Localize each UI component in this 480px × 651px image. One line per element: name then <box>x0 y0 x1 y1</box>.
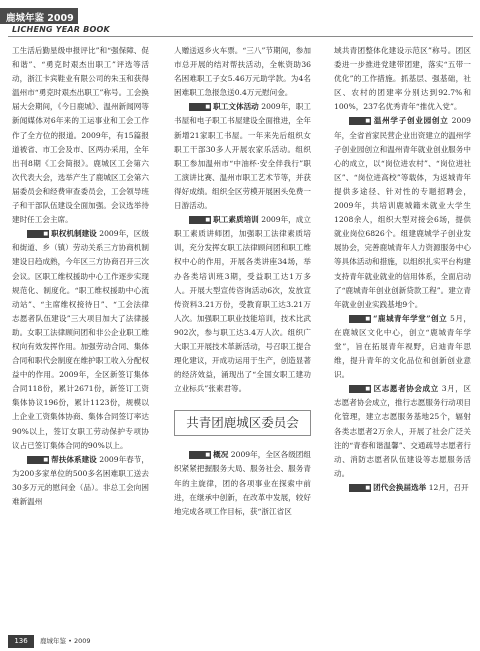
bullet-square-icon: ■ <box>27 230 49 238</box>
paragraph-text: 3月，区志愿者协会成立，推行志愿服务行动项目化管理，建立志愿服务基地25个，辐射各类志愿者2万余人，开展了社会广泛关注的“青春和谐温馨”、交通疏导志愿者行动、消防志愿者队伍建设等志愿服务活动。 <box>334 384 471 478</box>
bullet-square-icon: ■ <box>27 456 49 464</box>
article-paragraph <box>334 481 471 495</box>
paragraph-text: 2009年，职工书屋和电子职工书屋建设全面推进，全年新增21家职工书屋。一年来先后组织女职工干部30多人开展农家乐活动。组织职工参加温州市“中油杯·安全伴我行”职工演讲比赛、温州市职工艺术节等，并获得好成绩。组织全区劳模开展困头免费一日游活动。 <box>174 102 312 211</box>
bullet-square-icon: ■ <box>189 216 211 224</box>
bullet-square-icon: ■ <box>349 484 371 492</box>
article-paragraph <box>334 44 471 114</box>
section-heading: 共青团鹿城区委员会 <box>174 410 311 436</box>
yearbook-badge-text: 鹿城年鉴 2009 <box>6 13 74 24</box>
paragraph-text: 12月，召开 <box>428 482 469 492</box>
paragraph-keyword: 团代会换届选举 <box>373 482 427 492</box>
page-footer <box>0 633 480 651</box>
page-number: 136 <box>8 635 34 648</box>
page-header <box>0 0 480 48</box>
paragraph-keyword: 职工素质培训 <box>213 215 259 225</box>
paragraph-keyword: 区志愿者协会成立 <box>373 384 439 394</box>
article-paragraph <box>334 312 471 382</box>
bullet-square-icon: ■ <box>189 451 211 459</box>
bullet-square-icon: ■ <box>189 103 211 111</box>
paragraph-text: 2009年，区级和街道、乡（镇）劳动关系三方协商机制建设日趋成熟，今年区三方协商召开三次会议。区职工维权援助中心工作逐步实现规范化、制度化。“职工维权援助中心流动站”、“主席维权接待日”、“工会法律志愿者队伍建设”三大项目加大了法律援助。女职工法律顾问团和非公企业职工维权向有效发挥作用。加强劳动合同、集体合同和职代会制度在维护职工收入分配权益中的作用。2009年，全区新签订集体合同118份，累计2671份，新签订工资集体协议196份，累计1123份，规模以上企业工资集体协商、集体合同签订率达90%以上，签订女职工劳动保护专项协议占已签订集体合同的90%以上。 <box>12 229 150 450</box>
article-paragraph <box>334 114 471 311</box>
header-rule <box>8 36 473 37</box>
paragraph-text: 2009年春节，为200多家单位的500多名困难职工送去30多万元的慰问金（品）。非总工会向困难新温州 <box>12 454 150 506</box>
paragraph-keyword: 温州学子创业园创立 <box>373 116 449 126</box>
paragraph-keyword: “鹿城青年学堂”创立 <box>373 313 448 323</box>
footer-text: 鹿城年鉴 • 2009 <box>40 637 91 645</box>
paragraph-keyword: 职工文体活动 <box>213 102 259 112</box>
paragraph-text: 2009年，全区各级团组织紧紧把握服务大局、服务社会、服务青年的主旋律，团的各项事业在探索中前进，在继承中创新，在改革中发展，较好地完成各项工作目标，获“浙江省区 <box>174 450 312 516</box>
article-paragraph <box>174 448 311 518</box>
paragraph-text: 5月，在鹿城区文化中心，创立“鹿城青年学堂”，旨在拓展青年视野，启迪青年思维，提升青年的文化品位和创新创业意识。 <box>334 313 471 380</box>
paragraph-text: 工生活后勤星级申报评比”和“强保障、促和谐”、“勇克时艰杰出职工”评选等活动，浙江卡宾鞋业有限公司的朱玉和获得温州市“勇克时艰杰出职工”称号。工会换届大会期间，《今日鹿城》、温州新闻网等新闻媒体对6年来的工运事业和工会工作作了全方位的报道。2009年，有15篇报道被省、市工会及市、区两办采用，全年出刊8期《工会简报》。鹿城区工会第六次代表大会，选举产生了鹿城区工会第六届委员会和经费审查委员会，工会领导班子和干部队伍建设全面加强。会议选举待建时任工会主席。 <box>12 46 149 225</box>
article-paragraph <box>174 44 311 100</box>
paragraph-keyword: 概况 <box>213 450 229 460</box>
paragraph-text: 2009年，全省首家民营企业出资建立的温州学子创业园创立和温州青年就业创业服务中心的成立，以“岗位进农村”、“岗位进社区”、“岗位进高校”等载体，为返城青年提供多途径、针对性的专题招聘会，2009年，共培训鹿城籍未就业大学生1208余人，组织大型对接会6场，提供就业岗位6826个。组建鹿城学子创业发展协会，完善鹿城青年人力资源服务中心等具体活动和措施，以组织扎实平台构建支持青年就业就业的信用体系，全面启动了“鹿城青年创业创新贷款工程”。建立青年就业创业实践基地9个。 <box>334 116 471 309</box>
yearbook-subtitle: LICHENG YEAR BOOK <box>12 25 110 34</box>
bullet-square-icon: ■ <box>349 385 371 393</box>
article-paragraph <box>12 453 149 509</box>
paragraph-text: 2009年，成立职工素质讲师团，加强职工法律素质培训，充分发挥女职工法律顾问团和职工维权中心的作用，开展各类讲座34场，举办各类培训班3期，受益职工达1万多人。开展大型宣传咨询活动6次，发放宣传资料3.21万份，受教育职工达3.21万人次。加强职工职业技能培训，技术比武902次，参与职工达3.4万人次。组织广大职工开展技术革新活动，号召职工提合理化建议，开成功运用于生产，创造显著的经济效益，涌现出了“全国女职工建功立业标兵”张素君等。 <box>174 215 312 394</box>
paragraph-text: 域共青团整体化建设示范区”称号。团区委进一步推进党建带团建，落实“五带一优化”的工作措施。抓基层、强基础，社区、农村的团建率分别达到92.7%和100%，237名优秀青年“推优入党”。 <box>334 46 471 112</box>
paragraph-keyword: 职权机制建设 <box>51 229 97 239</box>
bullet-square-icon: ■ <box>349 117 371 125</box>
article-paragraph <box>12 44 149 227</box>
paragraph-text: 人赠送返乡火车票。“三八”节期间，参加市总开展的结对帮扶活动，全帐资助36名困难职工子女5.46万元助学款。为4名困难职工急报急送0.4万元慰问金。 <box>174 46 311 98</box>
text-column-left <box>12 44 149 509</box>
article-paragraph <box>174 213 311 396</box>
article-paragraph <box>334 382 471 481</box>
paragraph-keyword: 帮扶体系建设 <box>51 454 97 464</box>
yearbook-badge <box>0 8 78 24</box>
text-column-right <box>334 44 471 495</box>
article-paragraph <box>12 227 149 453</box>
text-column-middle <box>174 44 311 519</box>
bullet-square-icon: ■ <box>349 315 371 323</box>
article-paragraph <box>174 100 311 213</box>
